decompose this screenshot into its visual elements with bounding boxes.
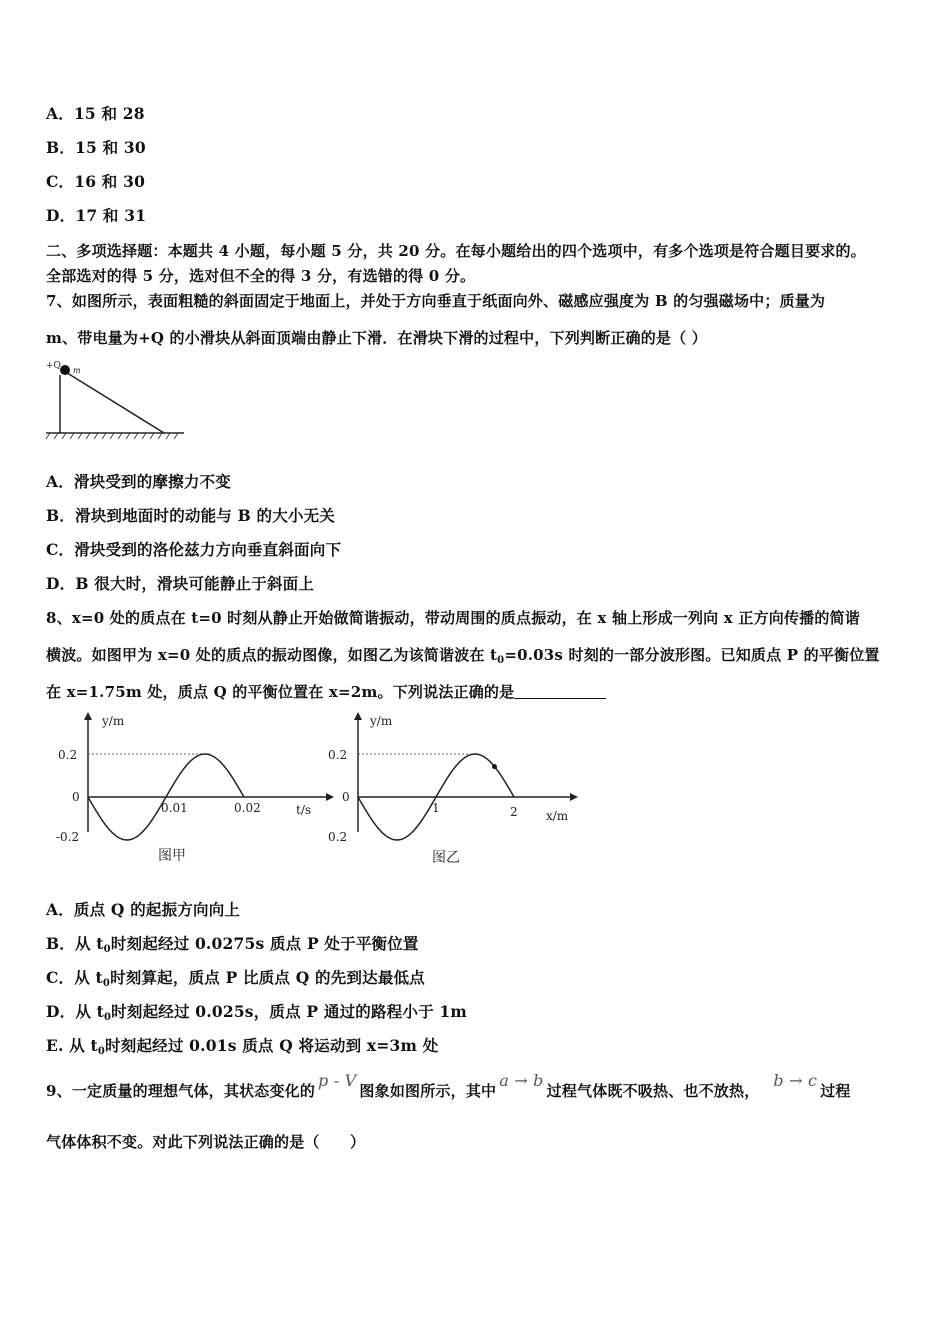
q7-option-b: B．滑块到地面时的动能与 B 的大小无关 [46, 506, 335, 525]
point-p-marker [492, 764, 497, 769]
chart-title: 图甲 [158, 848, 186, 864]
q6-option-d: D．17 和 31 [46, 206, 147, 225]
charge-label: +Q [46, 361, 61, 371]
q7-option-d: D．B 很大时，滑块可能静止于斜面上 [46, 574, 315, 593]
y-tick-label: 0.2 [58, 748, 78, 762]
chart-figure-jia [44, 710, 334, 870]
section2-heading-line1: 二、多项选择题：本题共 4 小题，每小题 5 分，共 20 分。在每小题给出的四个选项中，有多个选项是符合题目要求的。 [46, 242, 866, 260]
x-tick-label: 0.02 [234, 801, 261, 815]
y-tick-label: -0.2 [56, 830, 80, 844]
y-tick-label: 0 [342, 790, 350, 804]
answer-blank [514, 684, 606, 699]
q9-stem-line1: 9、一定质量的理想气体，其状态变化的p - V图象如图所示，其中a → b过程气体既不吸热、也不放热，b → c过程 [46, 1071, 851, 1100]
q6-option-c: C．16 和 30 [46, 172, 146, 191]
x-tick-label: 0.01 [161, 801, 188, 815]
chart-title: 图乙 [432, 850, 460, 866]
x-axis-arrow [570, 793, 578, 801]
y-tick-label: 0.2 [328, 830, 348, 844]
q8-option-d: D．从 $t_0$时刻起经过 0.025s，质点 P 通过的路程小于 1m [46, 1002, 467, 1023]
math-pv: p - V [318, 1071, 357, 1090]
q7-stem-line2: m、带电量为+Q 的小滑块从斜面顶端由静止下滑．在滑块下滑的过程中，下列判断正确的是（ ） [46, 329, 707, 347]
incline-slope [64, 371, 164, 433]
q8-stem-line3: 在 x=1.75m 处，质点 Q 的平衡位置在 x=2m。下列说法正确的是 [46, 681, 606, 702]
section2-heading-line2: 全部选对的得 5 分，选对但不全的得 3 分，有选错的得 0 分。 [46, 267, 476, 285]
ground-hatching [46, 433, 178, 439]
q8-stem-line1: 8、x=0 处的质点在 t=0 时刻从静止开始做简谐振动，带动周围的质点振动，在 x 轴上形成一列向 x 正方向传播的简谐 [46, 609, 860, 627]
q8-option-e: E. 从 $t_0$时刻起经过 0.01s 质点 Q 将运动到 x=3m 处 [46, 1036, 439, 1057]
q7-option-a: A．滑块受到的摩擦力不变 [46, 472, 231, 491]
q8-stem-line2: 横波。如图甲为 x=0 处的质点的振动图像，如图乙为该简谐波在 $t_0=0.03s$ 时刻的一部分波形图。已知质点 P 的平衡位置 [46, 646, 880, 666]
q7-stem-line1: 7、如图所示，表面粗糙的斜面固定于地面上，并处于方向垂直于纸面向外、磁感应强度为 B 的匀强磁场中；质量为 [46, 292, 826, 310]
y-axis-arrow [84, 712, 92, 720]
y-axis-label: y/m [370, 714, 393, 728]
math-b-to-c: b → c [773, 1071, 818, 1090]
math-a-to-b: a → b [499, 1071, 544, 1090]
q7-incline-figure [44, 355, 194, 445]
q9-stem-line2: 气体体积不变。对此下列说法正确的是（ ） [46, 1133, 366, 1151]
y-axis-label: y/m [102, 714, 125, 728]
y-tick-label: 0 [72, 790, 80, 804]
x-tick-label: 2 [510, 805, 518, 819]
q6-option-b: B．15 和 30 [46, 138, 146, 157]
y-tick-label: 0.2 [328, 748, 348, 762]
chart-figure-yi [314, 710, 594, 870]
mass-label: m [73, 366, 81, 375]
y-axis-arrow [354, 712, 362, 720]
q6-option-a: A．15 和 28 [46, 104, 145, 123]
slider-block [60, 365, 70, 375]
x-tick-label: 1 [432, 801, 440, 815]
x-axis-label: x/m [546, 809, 569, 823]
q8-option-c: C．从 $t_0$时刻算起，质点 P 比质点 Q 的先到达最低点 [46, 968, 425, 989]
q8-option-a: A．质点 Q 的起振方向向上 [46, 900, 241, 919]
x-axis-label: t/s [296, 803, 312, 817]
q8-option-b: B．从 $t_0$时刻起经过 0.0275s 质点 P 处于平衡位置 [46, 934, 419, 955]
q7-option-c: C．滑块受到的洛伦兹力方向垂直斜面向下 [46, 540, 342, 559]
